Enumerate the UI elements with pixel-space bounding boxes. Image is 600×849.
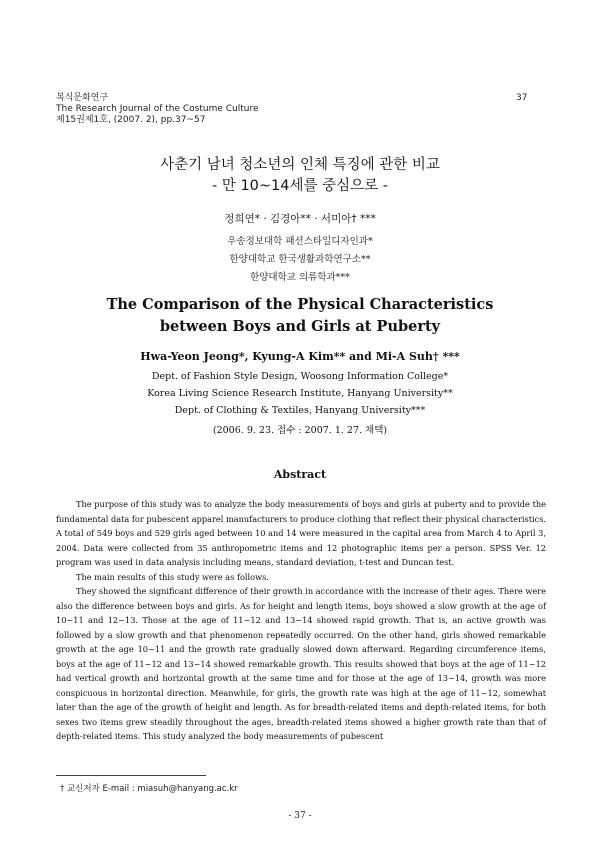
- corresponding-author-footnote: † 교신저자 E-mail : miasuh@hanyang.ac.kr: [60, 784, 238, 794]
- page-number-bottom: - 37 -: [288, 811, 312, 821]
- footnote-divider: [56, 775, 206, 776]
- journal-header: [56, 93, 259, 126]
- korean-affiliation-3: 한양대학교 의류학과***: [250, 272, 350, 283]
- journal-volume: 제15권제1호, (2007. 2), pp.37~57: [56, 115, 206, 125]
- korean-affiliation-2: 한양대학교 한국생활과학연구소**: [229, 254, 371, 265]
- abstract-heading: Abstract: [273, 468, 327, 481]
- abstract-paragraph-2: The main results of this study were as follows.: [76, 571, 269, 582]
- english-affiliation-2: Korea Living Science Research Institute, Hanyang University**: [147, 388, 453, 399]
- english-affiliation-1: Dept. of Fashion Style Design, Woosong Information College*: [151, 371, 449, 382]
- journal-name-en: The Research Journal of the Costume Culture: [56, 104, 259, 114]
- korean-authors: 정희연* · 김경아** · 서미아† ***: [224, 213, 376, 225]
- abstract-body: [56, 497, 546, 744]
- english-authors: Hwa-Yeon Jeong*, Kyung-A Kim** and Mi-A Suh† ***: [140, 350, 460, 363]
- journal-name-ko: 복식문화연구: [56, 93, 109, 103]
- received-dates: (2006. 9. 23. 접수 : 2007. 1. 27. 채택): [212, 425, 388, 436]
- korean-title-line1: 사춘기 남녀 청소년의 인체 특징에 관한 비교: [160, 157, 440, 173]
- page-number-top: 37: [516, 93, 528, 103]
- korean-title-line2: - 만 10~14세를 중심으로 -: [211, 178, 388, 194]
- english-title-line2: between Boys and Girls at Puberty: [159, 318, 441, 335]
- english-title-line1: The Comparison of the Physical Characteristics: [106, 296, 494, 313]
- korean-affiliation-1: 우송정보대학 패션스타일디자인과*: [227, 236, 373, 247]
- abstract-paragraph-1: The purpose of this study was to analyze the body measurements of boys and girls at puberty and to provide the fundamental data for pubescent apparel manufacturers to produce clothing that reflect their physical characteristics. A total of 549 boys and 529 girls aged between 10 and 14 were measured in the capital area from March 4 to April 3, 2004. Data were collected from 35 anthropometric items and 12 photographic items per a person. SPSS Ver. 12 program was used in data analysis including means, standard deviation, t-test and Duncan test.: [56, 499, 546, 567]
- abstract-paragraph-3: They showed the significant difference of their growth in accordance with the increase of their ages. There were also the difference between boys and girls. As for height and length items, boys showed a slow growth at the age of 10~11 and 12~13. Those at the age of 11~12 and 13~14 showed rapid growth. That is, an active growth was followed by a slow growth and that phenomenon repeatedly occurred. On the other hand, girls showed remarkable growth at the age 10~11 and the growth rate gradually slowed down afterward. Regarding circumference items, boys at the age of 11~12 and 13~14 showed remarkable growth. This results showed that boys at the age of 11~12 had vertical growth and horizontal growth at the same time and for those at the age of 13~14, growth was more conspicuous in horizontal direction. Meanwhile, for girls, the growth rate was high at the age of 11~12, somewhat later than the age of the growth of height and length. As for breadth-related items and depth-related items, for both sexes two items grew steadily throughout the ages, breadth-related items showed a higher growth rate than that of depth-related items. This study analyzed the body measurements of pubescent: [56, 586, 546, 741]
- english-affiliation-3: Dept. of Clothing & Textiles, Hanyang University***: [174, 405, 426, 416]
